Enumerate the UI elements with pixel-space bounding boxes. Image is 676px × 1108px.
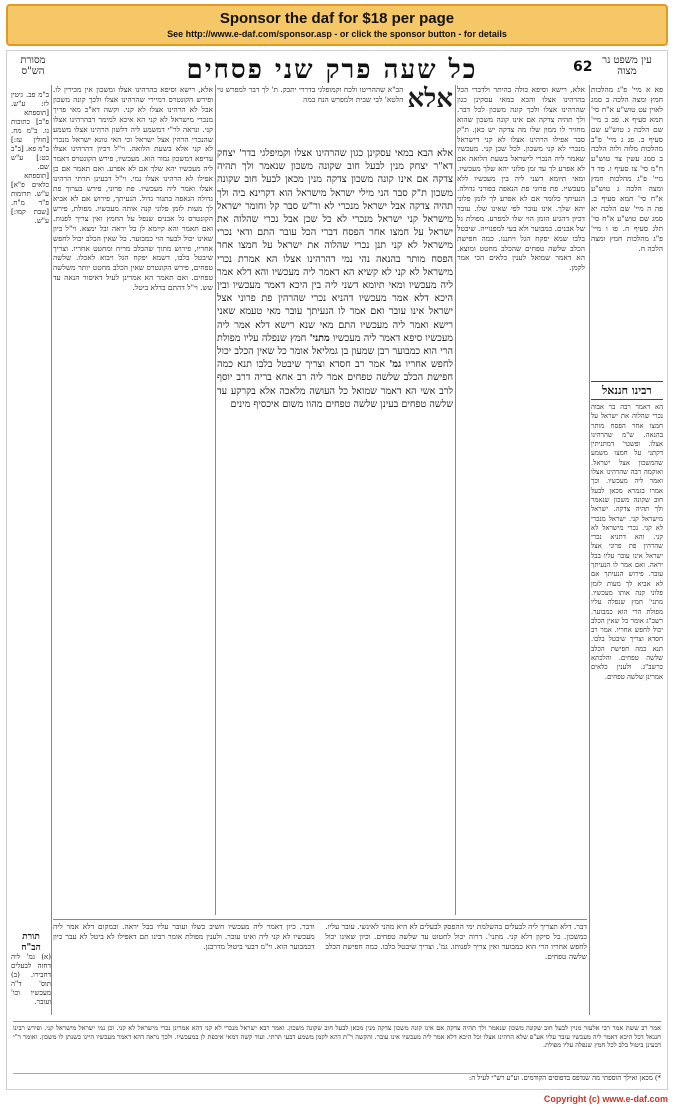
talmud-page xyxy=(6,50,668,1090)
gemara-opening-text: הכ"א שההריטו ולכח וקמופלגי בדררי יתבק. ת' לך דבר למפרש גוי הלטא' לבי שבית ולמפרש הנח במה xyxy=(217,85,404,104)
gemara-body: אלא הבא במאי עסקינן כגון שהרהינו אצלו וקמיפלגי בדר' יצחק דא"ר יצחק מנין לבעל חוב שקונה משכון שנאמר ולך תהיה צדקה אם אינו קונה משכון צדקה מנין מכאן לבעל חוב שקונה משכון ת"ק סבר הני מילי ישראל מישראל הוא דקרינא ביה ולך תהיה צדקה אבל ישראל מנכרי לא ור"ש סבר קל וחומר ישראל מישראל קני ישראל מנכרי לא כל שכן אבל נכרי שהלוה את ישראל על חמצו אחר הפסח דברי הכל עובר התם ודאי נכרי מישראל לא קני תנן נכרי שהלוה את ישראל על חמצו אחר הפסח מותר בהנאה נהי נמי דהרהינו אצלו הא אמרת נכרי מישראל לא קני לא קשיא הא דאמר ליה מעכשיו והא דלא אמר ליה מעכשיו ומאי תיומא דשני ליה בין היכא דאמר מעכשיו ובין היכא דלא אמר מעכשיו דהניא נכרי שהרהין פת פרוני אצל ישראל אינו עובר ואם אמר לו הנעיתך עובר מאי טעמא שאני רישא ואמר ליה מעכשיו התם מאי שנא רישא דלא אמר ליה מעכשיו סיפא דאמר ליה מעכשיו xyxy=(217,148,453,344)
page-title: כל שעה פרק שני פסחים xyxy=(186,55,478,85)
gemara-opening xyxy=(217,85,453,143)
mishna-label: מתני' xyxy=(309,332,330,344)
rabbeinu-chananel-column: הא דאמר רבה בר אבוה נכרי שהלוה את ישראל על חמצו אחר הפסח מותר בהנאה. ש"מ שהרהינו אצלו. ופשטי' דמתניתין דקתני על חמצו משמע שהמשכון אצל ישראל. ואוקמה רבה שהרהינו אצלו ואמר ליה מעכשיו. וכך אמרו בגמרא מכאן לבעל חוב שקונה משכון שנאמר ולך תהיה צדקה. ישראל מישראל קני. ישראל מנכרי לא קני. נכרי מישראל לא קני. והא דתניא נכרי שהרהין פת פרוני אצל ישראל אינו עובר עליו בבל יראה. ואם אמר לו הנעיתך עובר. פירוש הנעיתך אם לא אביא לך מעות לזמן פלוני קנה אותו מעכשיו. מתני' חמץ שנפלה עליו מפולת הרי הוא כמבוער. רשב"ג אומר כל שאין הכלב יכול לחפש אחריו. אמר רב חסדא וצריך שיבטל בלבו. תנא כמה חפישת הכלב שלשה טפחים. והלכתא כרשב"ג. ולענין כלאים אמרינן שלשה טפחים. xyxy=(591,403,663,681)
copyright-notice[interactable]: Copyright (c) www.e-daf.com xyxy=(543,1094,668,1104)
ein-mishpat-column: פא א מיי' פ"ג מהלכות חמץ ומצה הלכה ב סמג לאוין עט טוש"ע א"ח סי' תמא סעיף א. פב ב מיי' שם הלכה ג טוש"ע שם סעיף ב. פג ג מיי' פ"ב מהלכות מלוה ולוה הלכה ב סמג עשין צד טוש"ע ח"מ סי' צז סעיף ו. פד ד מיי' פ"ג מהלכות חמץ ומצה הלכה ג טוש"ע א"ח סי' תמא סעיף ב. פה ה מיי' שם הלכה יא סמג שם טוש"ע א"ח סי' תלג סעיף ח. פו ו מיי' פ"ג מהלכות חמץ ומצה הלכה ח. xyxy=(591,85,663,253)
rashi-column: אלא, רישא וסיפא כולה בהיתר ולדברי הכל בהרהינו אצלו והכא במאי עסקינן כגון שהרהינו אצלו ולכך קונה משכון לכל דבר. ולך תהיה צדקה אם אינו קונה משכון שהוא מחזיר לו ממון שלו מה צדקה יש כאן. ת"ק סבר אפילו הרהינו אצלו לא קני דישראל מנכרי לא קני משכון. לכל שכן קני. מעכשיו שאמר ליה הנכרי לישראל בשעת הלואה אם לא אפרע לך עד זמן פלוני יהא שלך מעכשיו. ומאי תיומא דשני ליה בין מעכשיו ללא מעכשיו. פת פרוני פת הנאפה בפורני גדולה. הנעיתך כלומר אם לא אפרע לך לזמן פלוני יהא שלך. אינו עובר לפי שאינו שלו. עובר דכיון דהגיע הזמן הוי שלו למפרע. מפולת גל של אבנים. כמבוער ולא בעי למפנוייה. שיבטל בלבו שמא יפקח הגל ויתננו. כמה חפישת הכלב שלשה טפחים שהכלב מחטט ומוצא. הא דאמר שמואל לענין כלאים הכי אמר לקמן. xyxy=(457,85,585,273)
masoret-hashas-column: ב"מ פב. גיטין לז: ע"ש. [תוספתא פ"ב] כתובות נו. ב"מ מח. [חולין עז:] ב"מ פא. [ב"ב כט:] ע"ש שם. [תוספתא כלאים פ"א] ע"ש. תרומות פ"ד מ"ח. [שבת קמו:] ע"ש. xyxy=(11,91,49,225)
tosafot-continuation: ודבר. כיון דאמר ליה מעכשיו חשיב כשלו ועובר עליו בבל יראה. ובמקום דלא אמר ליה מעכשיו לא קני ליה ואינו עובר. ולענין מפולת אומר רבינו תם דאפילו לא ביטל לא עבר כיון דכמבוער הוא. וי"מ דבעי ביטול מדרבנן. xyxy=(53,922,315,951)
column-divider xyxy=(589,85,590,1015)
torat-habach-column: (א) גמ' ליה דחזה לבעלים דחבירו. (ב) תוס' ד"ה מעכשיו וכו' ועובר. xyxy=(11,953,51,1006)
gemara-text: אמר רב חסדא וצריך שיבטל בלבו תנא כמה חפישת הכלב שלשה טפחים אמר ליה רב אחא בריה דרב יוסף לרב אשי הא דאמר שמואל כל העושה מלאכה אלא בקרקע עד שלשה טפחים בעינן שלשה טפחים מהוו משום איכסיף מינים xyxy=(217,359,453,410)
gemara-opening-word: אלא xyxy=(407,85,453,114)
mishna-text: חמץ שנפלה עליו מפולת הרי הוא כמבוער רבן שמעון בן גמליאל אומר כל שאין הכלב יכול לחפש אחריו xyxy=(217,332,453,371)
torat-habach-title: תורת הב"ח xyxy=(21,932,41,953)
masoret-hashas-label: מסורת הש"ס xyxy=(20,55,46,77)
page-number: 62 xyxy=(573,59,593,75)
gemara-column xyxy=(217,147,453,947)
rashi-continuation: דבר. דלא תצריך ליה לבעלים בהשלמת ימי ההפסק לבעלים לא היא מהני לאינשי. עובר עליו. כמשכון. כל סיקון דלא קני. מתני'. דרוה יכול לחטוט עד שלשה טפחים. וכיון שאינו יכול לחפש אחריו הרי הוא כמבוער ואין צריך לפנותו. גמ'. וצריך שיבטל בלבו. כמה חפישת הכלב שלשה טפחים. xyxy=(325,922,587,961)
rabbeinu-chananel-title: רבינו חננאל xyxy=(591,381,663,400)
column-divider xyxy=(455,85,456,915)
ein-mishpat-label: עין משפט נר מצוה xyxy=(602,55,652,77)
bottom-wide-commentary: אמר רב ששת אמר רבי אלעזר מניין לבעל חוב שקונה משכון שנאמר ולך תהיה צדקה אם אינו קונה משכון צדקה מנין מכאן לבעל חוב שקונה משכון. ואמר רבא ישראל מנכרי לא קני דהא אמרינן נכרי מישראל לא קני. וכן נמי ישראל מישראל קני. ופירש רבינו חננאל דכל היכא דאמר ליה מעכשיו עובר עליו אע"פ שלא הרהינו אצלו וכל היכא דלא אמר ליה מעכשיו אינו עובר. והקשה ר"ת דהא לקמן משמע דבעי תרתי. ועוד קשה דמאי איכפת לן במעכשיו. ולכך נראה דהא דאמר מעכשיו היינו כשנתן לו משכון. ואומר ר"י דבעינן ביטול בלב לכל חמץ שנפלה עליו מפולת. xyxy=(13,1021,661,1074)
column-divider xyxy=(51,85,52,1015)
tosafot-column: אלא, רישא וסיפא בהרהינו אצלו ומשכון אין מכירין לו. ופירש הקונטרס דמיירי שהרהינו אצלו ולכך קונה משכון אבל לא הרהינו אצלו לא קני. וקשה דא"כ מאי פריך מנכרי מישראל לא קני הא איכא למימר דבהרהינו אצלו קני. ונראה לר"י דמשמע ליה דלשון הרהינו אצלו משמע שהנכרי הרהין אצל ישראל וכי האי גוונא ישראל מנכרי לא קני אלא בשעת הלואה. וי"ל דכיון דהרהינו אצלו עדיפא דמשכון גמור הוא. מעכשיו, פירש הקונטרס דאמר ליה מעכשיו יהא שלך אם לא אפרע. ואם תאמר אם כן אפילו לא הרהינו אצלו נמי. וי"ל דבעינן תרתי הרהינו אצלו ואמר ליה מעכשיו. פת פרוני, פירש בערוך פת גדולה הנאפה בתנור גדול. הנעיתך, פירוש אם לא אביא לך מעות לזמן פלוני קנה אותה מעכשיו. מפולת, פירש הקונטרס גל אבנים שנפל על החמץ ואין צריך לפנות. ואם תאמר והא קיימא לן בל יראה ובל ימצא. וי"ל כיון שאינו יכול לבער הוי כמבוער. כל שאין הכלב יכול לחפש אחריו, פירוש מתוך שהכלב מריח ומחטט אחריו. וצריך שיבטל בלבו, דשמא יפקח הגל ויבוא לאכלו. שלשה טפחים, פירש הקונטרס שאין הכלב מחטט יותר משלשה טפחים. ואם תאמר הא אמרינן לעיל דאיסור הנאה עד שש. וי"ל דהתם בדלא ביטל. xyxy=(53,85,213,293)
footnote: *) מכאן ואילך הוספתי מה שנדפס בדפוסים הקודמים. וע"ע רש"י לעיל ה: xyxy=(13,1073,661,1090)
gemara-label: גמ' xyxy=(389,359,402,371)
bottom-commentary-band xyxy=(53,919,587,1020)
sponsor-banner-title[interactable]: Sponsor the daf for $18 per page xyxy=(219,10,455,27)
sponsor-banner-subtitle[interactable]: See http://www.e-daf.com/sponsor.asp - or click the sponsor button - for details xyxy=(167,29,507,39)
column-divider xyxy=(215,85,216,915)
sponsor-banner[interactable] xyxy=(6,4,668,46)
